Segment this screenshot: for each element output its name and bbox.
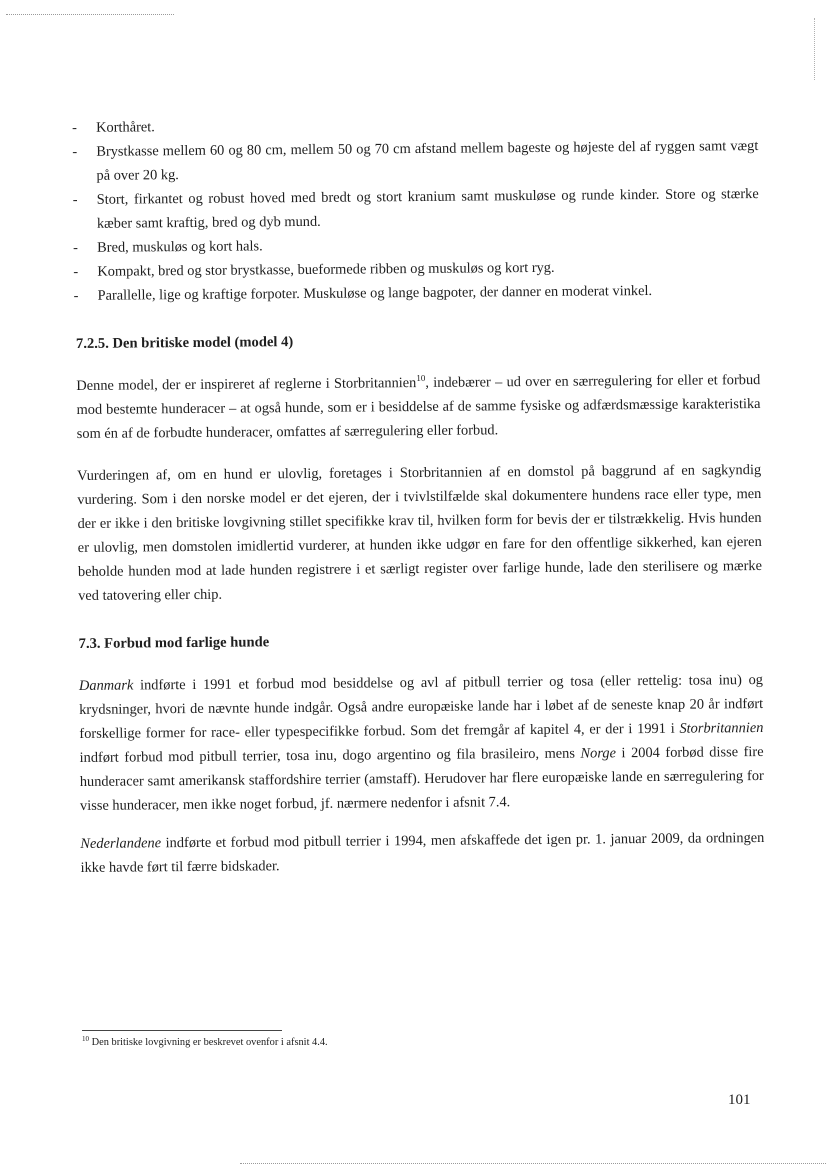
paragraph-text: indførte i 1991 et forbud mod besiddelse og avl af pitbull terrier og tosa (eller rettelig: tosa inu) og krydsninger, hvori de nævnte hunde indgår. Også andre europæiske lande har i løbet af de seneste knap 20 år indført forskellige former for race- eller typespecifikke forbud. Som det fremgår af kapitel 4, er der i 1991 i (79, 671, 764, 742)
scan-edge-top (6, 14, 174, 15)
paragraph (79, 668, 764, 818)
bullet-dash: - (72, 143, 78, 160)
list-item-text: Parallelle, lige og kraftige forpoter. Muskuløse og lange bagpoter, der danner en moderat vinkel. (97, 282, 653, 304)
list-item (73, 278, 759, 308)
scan-edge-right (814, 18, 815, 80)
list-item (72, 134, 758, 188)
footnote-divider (82, 1030, 282, 1031)
footnote-text: Den britiske lovgivning er beskrevet ovenfor i afsnit 4.4. (89, 1037, 328, 1048)
paragraph-text: i 2004 forbød disse fire hunderacer samt amerikansk staffordshire terrier (amstaff). Herudover har flere europæiske lande en særregulering for visse hunderacer, men ikke noget forbud, jf. nærmere nedenfor i afsnit 7.4. (79, 743, 764, 814)
footnote-reference: 10 (416, 372, 426, 384)
paragraph (80, 826, 764, 880)
paragraph-text: Denne model, der er inspireret af reglerne i Storbritannien (76, 375, 417, 394)
bullet-dash: - (73, 239, 79, 256)
list-item-text: Bred, muskuløs og kort hals. (97, 238, 263, 256)
bullet-list (72, 110, 760, 308)
bullet-dash: - (72, 119, 77, 136)
list-item-text: Korthåret. (96, 119, 155, 136)
paragraph-text: indførte et forbud mod pitbull terrier i 1994, men afskaffede det igen pr. 1. januar 2009, da ordningen ikke havde ført til færre bidskader. (80, 829, 765, 876)
bullet-dash: - (72, 191, 78, 208)
footnote (82, 1036, 582, 1050)
bullet-dash: - (73, 263, 79, 280)
country-name: Danmark (78, 677, 134, 694)
paragraph-text: indført forbud mod pitbull terrier, tosa inu, dogo argentino og fila brasileiro, mens (79, 745, 581, 766)
country-name: Nederlandene (80, 835, 162, 852)
country-name: Storbritannien (679, 719, 764, 737)
paragraph (76, 368, 761, 446)
section-heading-7-3: 7.3. Forbud mod farlige hunde (78, 634, 270, 652)
paragraph: Vurderingen af, om en hund er ulovlig, foretages i Storbritannien af en domstol på baggrund af en sagkyndig vurdering. Som i den norske model er det ejeren, der i tvivlstilfælde skal dokumentere hundens race eller type, men der er ikke i den britiske lovgivning stillet specifikke krav til, hvilken form for bevis der er tilstrækkelig. Hvis hunden er ulovlig, men domstolen imidlertid vurderer, at hunden ikke udgør en fare for den offentlige sikkerhed, kan ejeren beholde hunden mod at lade hunden registrere i et særligt register over farlige hunde, lade den sterilisere og mærke ved tatovering eller chip. (77, 462, 763, 604)
list-item-text: Kompakt, bred og stor brystkasse, bueformede ribben og muskuløs og kort ryg. (97, 259, 555, 280)
list-item-text: Stort, firkantet og robust hoved med bredt og stort kranium samt muskuløse og runde kinder. Store og stærke kæber samt kraftig, bred og dyb mund. (96, 186, 759, 232)
list-item-text: Brystkasse mellem 60 og 80 cm, mellem 50 og 70 cm afstand mellem bageste og højeste del af ryggen samt vægt på over 20 kg. (96, 138, 759, 184)
bullet-dash: - (73, 287, 79, 304)
paragraph-text: , indebærer – ud over en særregulering for eller et forbud mod bestemte hunderacer – at også hunde, som er i besiddelse af de samme fysiske og adfærdsmæssige karakteristika som én af de forbudte hunderacer, omfattes af særregulering eller forbud. (76, 372, 761, 442)
country-name: Norge (580, 745, 617, 762)
scan-edge-bottom (240, 1163, 826, 1164)
page-number: 101 (728, 1092, 751, 1108)
list-item (73, 182, 759, 236)
section-heading-7-2-5: 7.2.5. Den britiske model (model 4) (75, 334, 294, 352)
footnote-number: 10 (82, 1035, 89, 1043)
page-body (72, 110, 765, 898)
